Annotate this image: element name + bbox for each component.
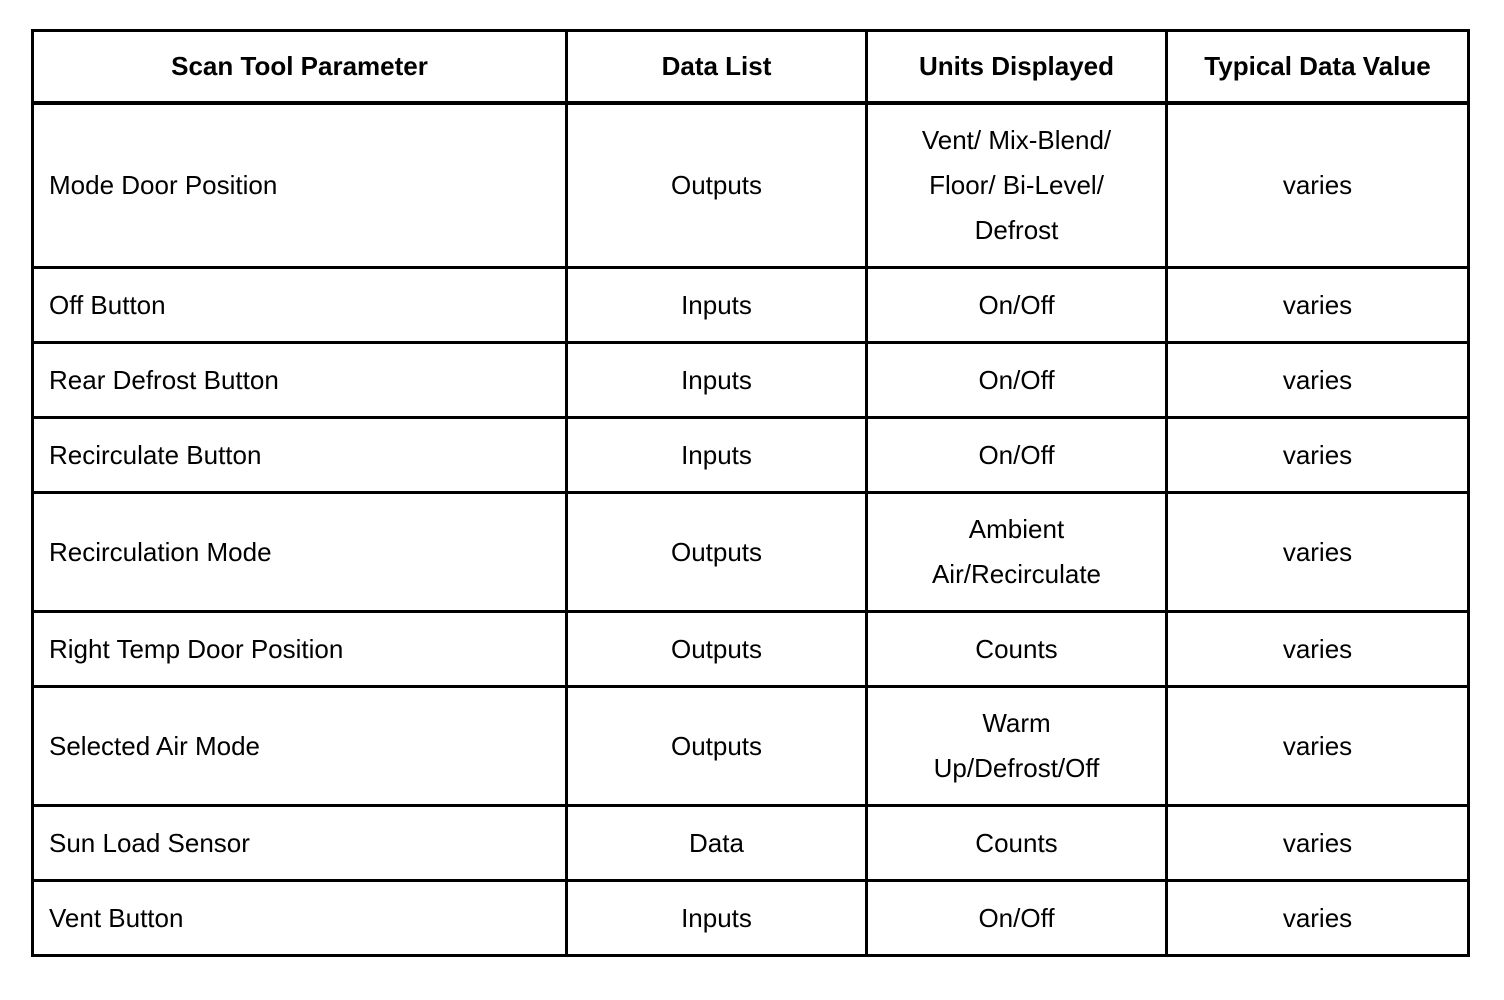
table-row <box>33 612 1469 687</box>
data-list-cell: Outputs <box>567 493 867 612</box>
parameter-cell: Sun Load Sensor <box>33 806 567 881</box>
column-header-units: Units Displayed <box>867 31 1167 103</box>
typical-value-cell: varies <box>1167 268 1469 343</box>
scan-tool-data-table <box>31 29 1470 957</box>
units-line: On/Off <box>978 902 1055 933</box>
typical-value-cell: varies <box>1167 343 1469 418</box>
data-list-cell: Data <box>567 806 867 881</box>
units-cell <box>867 343 1167 418</box>
table-row <box>33 881 1469 956</box>
data-list-cell: Outputs <box>567 612 867 687</box>
table-row <box>33 343 1469 418</box>
typical-value-cell: varies <box>1167 493 1469 612</box>
units-line: On/Off <box>978 289 1055 320</box>
typical-value-cell: varies <box>1167 103 1469 268</box>
typical-value-cell: varies <box>1167 881 1469 956</box>
units-line: Air/Recirculate <box>931 559 1102 589</box>
units-line: On/Off <box>978 364 1055 395</box>
column-header-typical-value: Typical Data Value <box>1167 31 1469 103</box>
units-line: Defrost <box>974 214 1059 245</box>
typical-value-cell: varies <box>1167 806 1469 881</box>
header-row <box>33 31 1469 103</box>
column-header-data-list: Data List <box>567 31 867 103</box>
scan-tool-table-container <box>31 29 1470 957</box>
parameter-cell: Vent Button <box>33 881 567 956</box>
typical-value-cell: varies <box>1167 612 1469 687</box>
data-list-cell: Inputs <box>567 343 867 418</box>
table-body <box>33 103 1469 956</box>
data-list-cell: Outputs <box>567 687 867 806</box>
units-cell <box>867 418 1167 493</box>
units-line: Up/Defrost/Off <box>933 753 1100 783</box>
parameter-cell: Rear Defrost Button <box>33 343 567 418</box>
units-cell <box>867 881 1167 956</box>
parameter-cell: Recirculation Mode <box>33 493 567 612</box>
parameter-cell: Mode Door Position <box>33 103 567 268</box>
units-line: Warm <box>982 708 1051 738</box>
data-list-cell: Inputs <box>567 418 867 493</box>
units-line: Counts <box>975 633 1058 664</box>
typical-value-cell: varies <box>1167 687 1469 806</box>
units-line: Vent/ Mix-Blend/ <box>921 124 1112 155</box>
units-cell <box>867 268 1167 343</box>
units-cell <box>867 806 1167 881</box>
parameter-cell: Right Temp Door Position <box>33 612 567 687</box>
units-line: Ambient <box>968 514 1065 544</box>
data-list-cell: Inputs <box>567 881 867 956</box>
units-cell <box>867 493 1167 612</box>
units-cell <box>867 103 1167 268</box>
typical-value-cell: varies <box>1167 418 1469 493</box>
parameter-cell: Off Button <box>33 268 567 343</box>
units-cell <box>867 687 1167 806</box>
table-row <box>33 493 1469 612</box>
table-row <box>33 687 1469 806</box>
table-row <box>33 418 1469 493</box>
table-row <box>33 806 1469 881</box>
units-line: Floor/ Bi-Level/ <box>929 169 1104 200</box>
data-list-cell: Outputs <box>567 103 867 268</box>
table-header <box>33 31 1469 103</box>
parameter-cell: Recirculate Button <box>33 418 567 493</box>
units-cell <box>867 612 1167 687</box>
data-list-cell: Inputs <box>567 268 867 343</box>
table-row <box>33 103 1469 268</box>
parameter-cell: Selected Air Mode <box>33 687 567 806</box>
column-header-parameter: Scan Tool Parameter <box>33 31 567 103</box>
units-line: Counts <box>975 827 1058 858</box>
table-row <box>33 268 1469 343</box>
units-line: On/Off <box>978 439 1055 470</box>
